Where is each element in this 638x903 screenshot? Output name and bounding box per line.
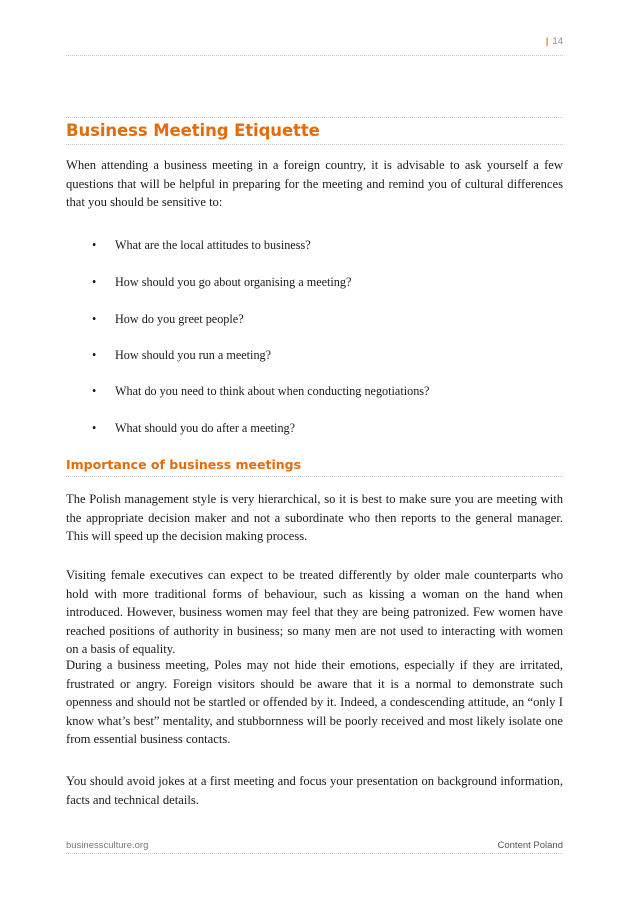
bullet-item	[92, 383, 429, 399]
body-paragraph: During a business meeting, Poles may not hide their emotions, especially if they are irritated, frustrated or angry. Foreign visitors should be aware that it is a normal to demonstrate such openness and should not be startled or offended by it. Indeed, a condescending attitude, an “only I know what’s best” mentality, and stubbornness will be poorly received and most likely isolate one from essential business contacts.	[66, 658, 563, 746]
footer-divider	[66, 853, 563, 854]
bullet-item	[92, 311, 244, 327]
bullet-text: What are the local attitudes to business?	[115, 238, 311, 252]
bullet-dot: •	[92, 312, 97, 326]
page-title: Business Meeting Etiquette	[66, 121, 320, 140]
header-separator: |	[545, 36, 549, 47]
bullet-text: How do you greet people?	[115, 312, 244, 326]
title-top-rule	[66, 117, 563, 118]
bullet-text: What do you need to think about when conducting negotiations?	[115, 384, 430, 398]
body-paragraph: The Polish management style is very hierarchical, so it is best to make sure you are meeting with the appropriate decision maker and not a subordinate who then reports to the general manager. This will speed up the decision making process.	[66, 492, 563, 543]
bullet-dot: •	[92, 384, 97, 398]
bullet-dot: •	[92, 275, 97, 289]
page-number: 14	[552, 36, 563, 47]
section-heading: Importance of business meetings	[66, 457, 302, 472]
body-paragraph: You should avoid jokes at a first meeting and focus your presentation on background information, facts and technical details.	[66, 774, 563, 807]
bullet-item	[92, 274, 351, 290]
footer-website: businessculture.org	[66, 840, 149, 851]
bullet-dot: •	[92, 421, 97, 435]
header-divider	[66, 55, 563, 56]
bullet-dot: •	[92, 238, 97, 252]
bullet-text: What should you do after a meeting?	[115, 421, 296, 435]
footer-section: Content Poland	[497, 840, 563, 851]
body-paragraph: Visiting female executives can expect to be treated differently by older male counterparts who hold with more traditional forms of behaviour, such as kissing a woman on the hand when introduced. However, business women may feel that they are being patronized. Few women have reached positions of authority in business; so many men are not used to interacting with women on a basis of equality.	[66, 568, 563, 656]
section-rule	[66, 476, 563, 477]
bullet-item	[92, 347, 271, 363]
bullet-text: How should you go about organising a meeting?	[115, 275, 352, 289]
page-header	[66, 36, 563, 54]
bullet-dot: •	[92, 348, 97, 362]
title-bottom-rule	[66, 144, 563, 145]
bullet-item	[92, 420, 295, 436]
intro-paragraph: When attending a business meeting in a foreign country, it is advisable to ask yourself a few questions that will be helpful in preparing for the meeting and remind you of cultural differences that you should be sensitive to:	[66, 158, 563, 209]
bullet-item	[92, 237, 311, 253]
bullet-text: How should you run a meeting?	[115, 348, 272, 362]
